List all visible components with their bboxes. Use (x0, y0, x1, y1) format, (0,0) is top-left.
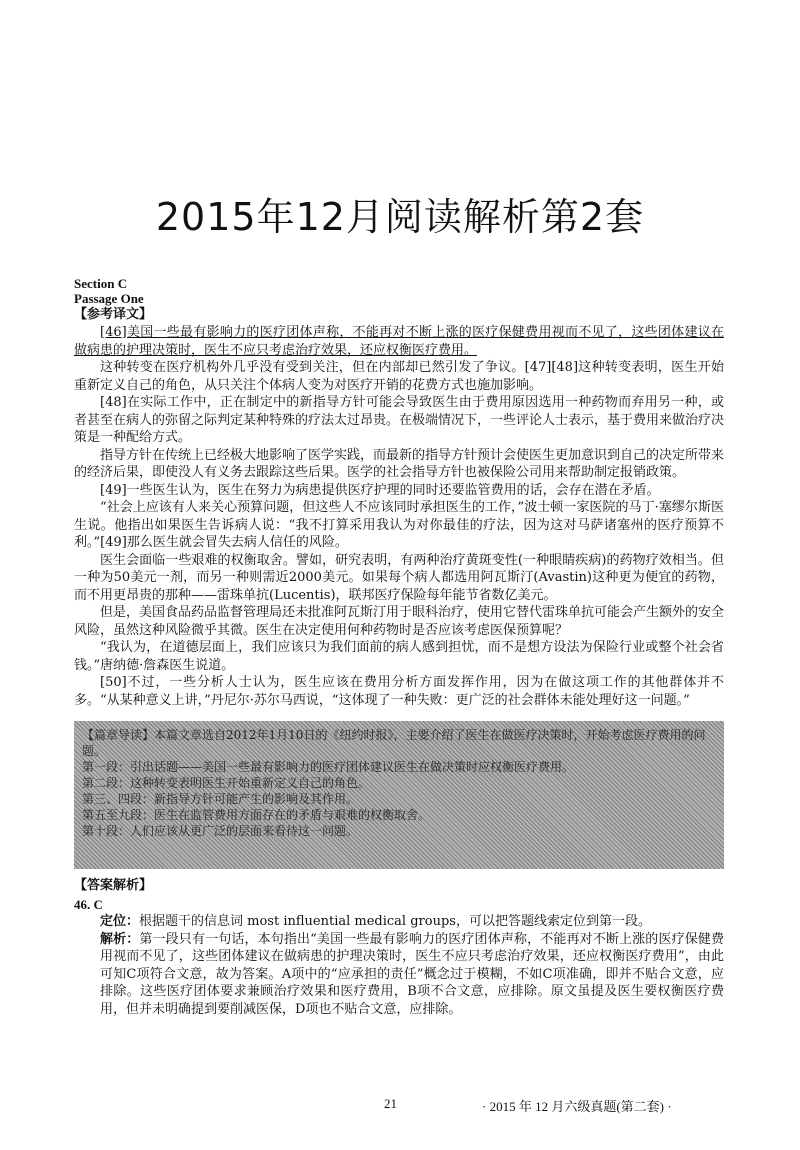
summary-line: 第五至九段：医生在监管费用方面存在的矛盾与艰难的权衡取舍。 (82, 808, 431, 822)
passage-label: Passage One (74, 291, 144, 306)
answer-heading: 【答案解析】 (74, 878, 153, 893)
paragraph-2: 这种转变在医疗机构外几乎没有受到关注，但在内部却已然引发了争议。[47][48]这种转变表明，医生开始重新定义自己的角色，从只关注个体病人变为对医疗开销的花费方式也施加影响。 (74, 360, 724, 393)
summary-line: 【篇章导读】本篇文章选自2012年1月10日的《纽约时报》，主要介绍了医生在做医疗决策时，开始考虑医疗费用的问题。 (82, 728, 706, 758)
translation-heading: 【参考译文】 (74, 307, 153, 322)
question-number: 46. C (74, 897, 103, 912)
paragraph-3: [48]在实际工作中，正在制定中的新指导方针可能会导致医生由于费用原因选用一种药物而弃用另一种，或者甚至在病人的弥留之际判定某种特殊的疗法太过昂贵。在极端情况下，一些评论人士表示，基于费用来做治疗决策是一种配给方式。 (74, 395, 725, 445)
locate-text: 根据题干的信息词 most influential medical groups，可以把答题线索定位到第一段。 (139, 914, 651, 929)
document-body (74, 276, 724, 1018)
question-locate (100, 913, 724, 931)
summary-line: 第三、四段：新指导方针可能产生的影响及其作用。 (82, 792, 359, 806)
page-title: 2015年12月阅读解析第2套 (155, 195, 645, 239)
summary-line: 第二段：这种转变表明医生开始重新定义自己的角色。 (82, 776, 371, 790)
footer-source: · 2015 年 12 月六级真题(第二套) · (482, 1099, 672, 1114)
paragraph-9: “我认为，在道德层面上，我们应该只为我们面前的病人感到担忧，而不是想方设法为保险行业或整个社会省钱。”唐纳德·詹森医生说道。 (74, 640, 724, 673)
analysis-text: 第一段只有一句话，本句指出“美国一些最有影响力的医疗团体声称，不能再对不断上涨的医疗保健费用视而不见了，这些团体建议在做病患的护理决策时，医生不应只考虑治疗效果，还应权衡医疗费用”，由此可知C项符合文意，故为答案。A项中的“应承担的责任”概念过于模糊，不如C项准确，即并不贴合文意，应排除。这些医疗团体要求兼顾治疗效果和医疗费用，B项不合文意，应排除。原文虽提及医生要权衡医疗费用，但并未明确提到要削减医保，D项也不贴合文意，应排除。 (100, 931, 724, 1017)
locate-label: 定位： (100, 914, 140, 929)
summary-line: 第十段：人们应该从更广泛的层面来看待这一问题。 (82, 824, 359, 838)
paragraph-7: 医生会面临一些艰难的权衡取舍。譬如，研究表明，有两种治疗黄斑变性(一种眼睛疾病)的药物疗效相当。但一种为50美元一剂，而另一种则需近2000美元。如果每个病人都选用阿瓦斯汀(Avastin)这种更为便宜的药物，而不用更昂贵的那种——雷珠单抗(Lucentis)，联邦医疗保险每年能节省数亿美元。 (74, 552, 724, 603)
paragraph-4: 指导方针在传统上已经极大地影响了医学实践，而最新的指导方针预计会使医生更加意识到自己的决定所带来的经济后果，即使没人有义务去跟踪这些后果。医学的社会指导方针也被保险公司用来帮助制定报销政策。 (74, 447, 725, 480)
paragraph-10: [50]不过，一些分析人士认为，医生应该在费用分析方面发挥作用，因为在做这项工作的其他群体并不多。“从某种意义上讲，”丹尼尔·苏尔马西说，“这体现了一种失败：更广泛的社会群体未能处理好这一问题。” (74, 675, 724, 708)
paragraph-6: “社会上应该有人来关心预算问题，但这些人不应该同时承担医生的工作，”波士顿一家医院的马丁·塞缪尔斯医生说。他指出如果医生告诉病人说：“我不打算采用我认为对你最佳的疗法，因为这对马萨诸塞州的医疗预算不利。”[49]那么医生就会冒失去病人信任的风险。 (74, 500, 724, 550)
page-number: 21 (384, 1096, 397, 1111)
analysis-label: 解析： (100, 931, 140, 947)
question-analysis (100, 931, 724, 1019)
section-label: Section C (74, 276, 128, 291)
passage-summary-box (74, 721, 724, 869)
summary-line: 第一段：引出话题——美国一些最有影响力的医疗团体建议医生在做决策时应权衡医疗费用。 (82, 760, 575, 774)
paragraph-1: [46]美国一些最有影响力的医疗团体声称，不能再对不断上涨的医疗保健费用视而不见了，这些团体建议在做病患的护理决策时，医生不应只考虑治疗效果，还应权衡医疗费用。 (74, 325, 724, 358)
paragraph-8: 但是，美国食品药品监督管理局还未批准阿瓦斯汀用于眼科治疗，使用它替代雷珠单抗可能会产生额外的安全风险，虽然这种风险微乎其微。医生在决定使用何种药物时是否应该考虑医保预算呢？ (74, 605, 725, 638)
paragraph-5: [49]一些医生认为，医生在努力为病患提供医疗护理的同时还要监管费用的话，会存在潜在矛盾。 (100, 482, 660, 498)
